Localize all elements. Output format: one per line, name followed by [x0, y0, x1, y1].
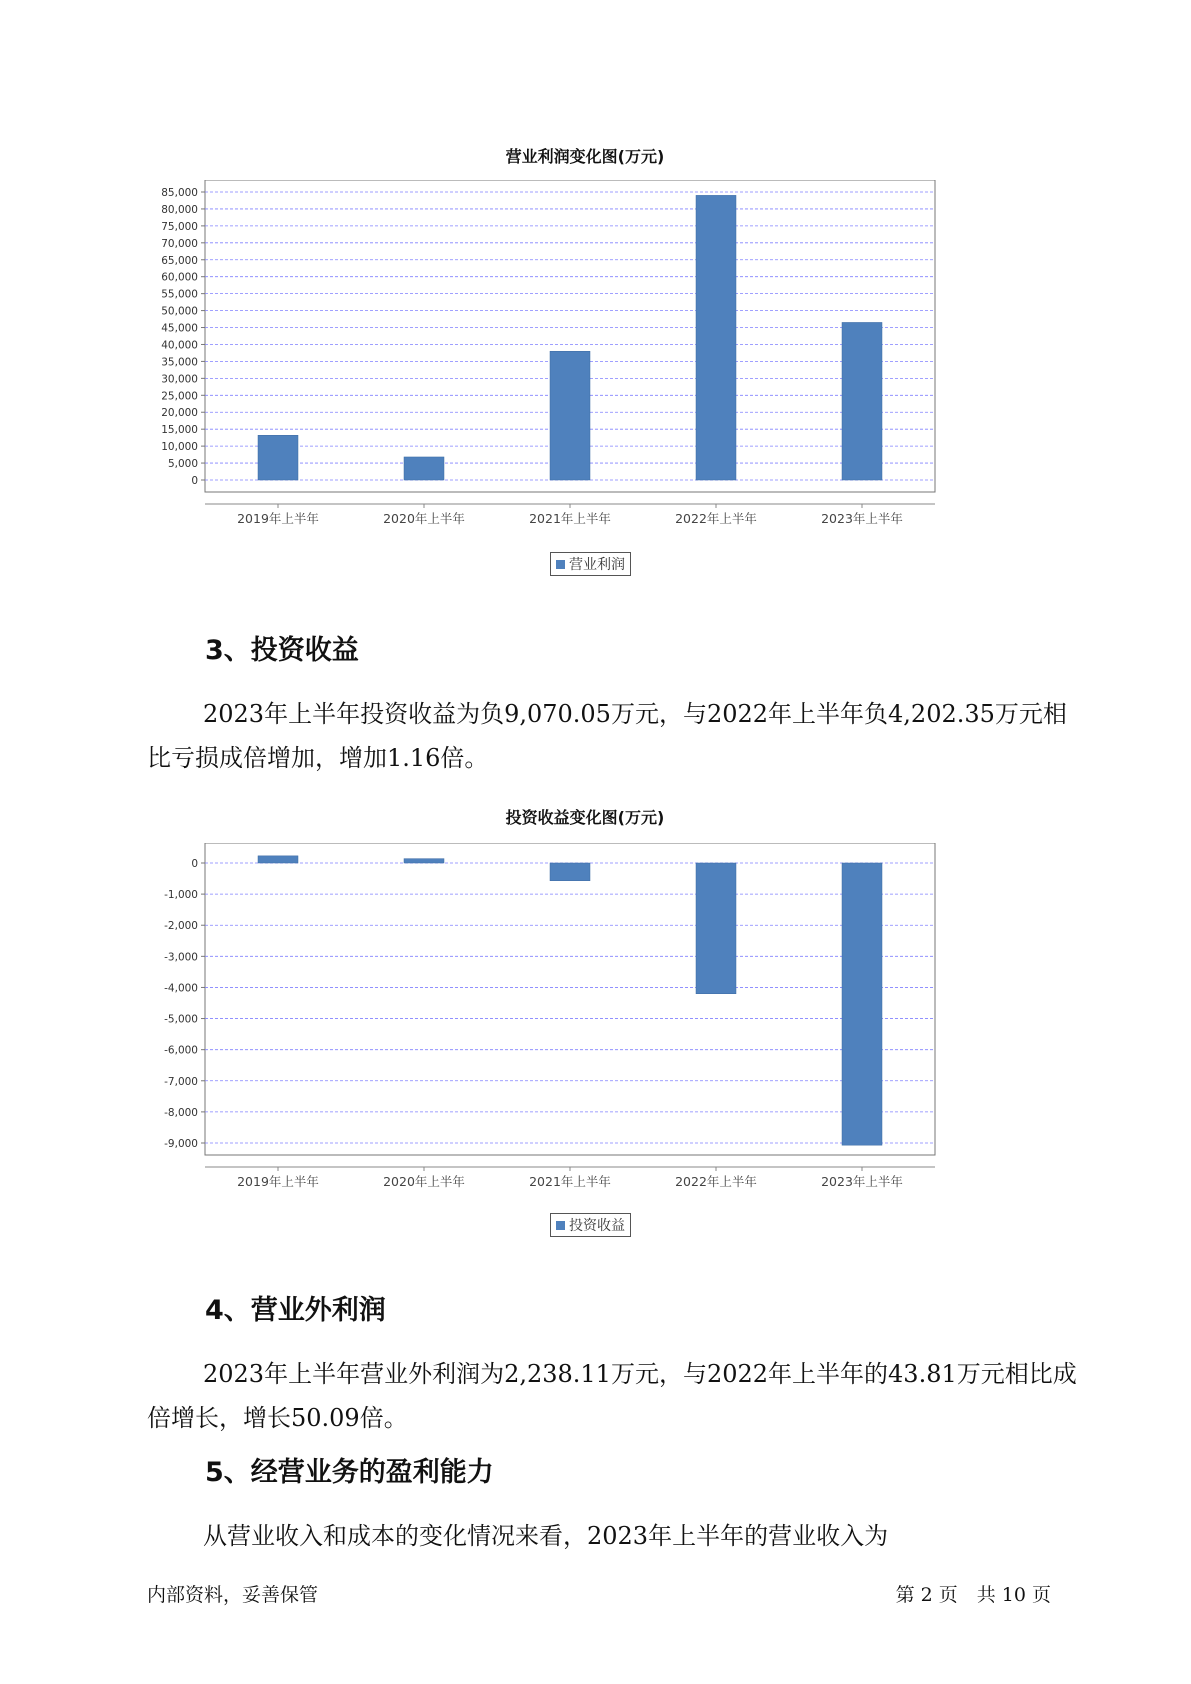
y-tick-label: 55,000 [161, 288, 198, 301]
x-tick-label: 2022年上半年 [675, 1174, 757, 1189]
y-tick-label: 35,000 [161, 356, 198, 369]
x-tick-label: 2023年上半年 [821, 511, 903, 526]
x-tick-label: 2019年上半年 [237, 1174, 319, 1189]
section-paragraph-investment-income [147, 692, 1077, 780]
page-number: 第 2 页 共 10 页 [895, 1584, 1051, 1606]
footer-note: 内部资料，妥善保管 [147, 1584, 319, 1606]
operating-profit-plot [150, 180, 1020, 580]
bar [258, 856, 298, 863]
legend-label: 营业利润 [569, 557, 625, 573]
y-tick-label: 20,000 [161, 407, 198, 420]
bar [842, 322, 882, 480]
y-tick-label: 70,000 [161, 237, 198, 250]
y-tick-label: 10,000 [161, 441, 198, 454]
paragraph-text: 2023年上半年投资收益为负9,070.05万元，与2022年上半年负4,202.35万元相比亏损成倍增加，增加1.16倍。 [147, 700, 1067, 772]
section-paragraph-non-operating-profit [147, 1352, 1077, 1440]
legend-swatch [556, 1221, 565, 1230]
section-heading-investment-income: 3、投资收益 [205, 635, 359, 666]
chart-title: 营业利润变化图(万元) [505, 147, 665, 166]
bar [550, 863, 590, 881]
paragraph-text: 2023年上半年营业外利润为2,238.11万元，与2022年上半年的43.81万元相比成倍增长，增长50.09倍。 [147, 1360, 1077, 1432]
x-tick-label: 2022年上半年 [675, 511, 757, 526]
plot-frame [205, 843, 935, 1155]
y-tick-label: 30,000 [161, 373, 198, 386]
y-tick-label: 65,000 [161, 254, 198, 267]
y-tick-label: -5,000 [164, 1013, 198, 1026]
y-tick-label: 15,000 [161, 424, 198, 437]
y-tick-label: 60,000 [161, 271, 198, 284]
y-tick-label: 50,000 [161, 305, 198, 318]
y-tick-label: -7,000 [164, 1075, 198, 1088]
legend-swatch [556, 560, 565, 569]
x-tick-label: 2021年上半年 [529, 1174, 611, 1189]
x-tick-label: 2019年上半年 [237, 511, 319, 526]
y-tick-label: 75,000 [161, 220, 198, 233]
x-tick-label: 2020年上半年 [383, 1174, 465, 1189]
bar [258, 435, 298, 480]
bar [696, 863, 736, 994]
y-tick-label: -9,000 [164, 1138, 198, 1150]
x-tick-label: 2023年上半年 [821, 1174, 903, 1189]
bar [404, 859, 444, 863]
y-tick-label: 45,000 [161, 322, 198, 335]
bar [842, 863, 882, 1145]
y-tick-label: -2,000 [164, 920, 198, 933]
bar [696, 195, 736, 480]
y-tick-label: -3,000 [164, 951, 198, 964]
chart-legend [550, 552, 631, 576]
paragraph-text: 从营业收入和成本的变化情况来看，2023年上半年的营业收入为 [203, 1522, 889, 1550]
section-paragraph-profitability [147, 1514, 1077, 1558]
y-tick-label: 40,000 [161, 339, 198, 352]
y-tick-label: -1,000 [164, 889, 198, 902]
investment-income-chart [150, 805, 1020, 1245]
chart-title: 投资收益变化图(万元) [505, 808, 665, 827]
y-tick-label: -6,000 [164, 1044, 198, 1057]
y-tick-label: -8,000 [164, 1106, 198, 1119]
y-tick-label: 85,000 [161, 187, 198, 199]
y-tick-label: 5,000 [167, 458, 198, 471]
x-tick-label: 2021年上半年 [529, 511, 611, 526]
section-heading-profitability: 5、经营业务的盈利能力 [205, 1457, 494, 1488]
y-tick-label: 80,000 [161, 203, 198, 216]
section-heading-non-operating-profit: 4、营业外利润 [205, 1295, 386, 1326]
chart-legend [550, 1213, 631, 1237]
bar [550, 351, 590, 480]
operating-profit-chart [150, 140, 1020, 580]
y-tick-label: 0 [191, 858, 198, 870]
y-tick-label: 25,000 [161, 390, 198, 403]
x-tick-label: 2020年上半年 [383, 511, 465, 526]
investment-income-plot [150, 843, 1020, 1243]
y-tick-label: 0 [191, 475, 198, 487]
legend-label: 投资收益 [569, 1218, 625, 1234]
bar [404, 457, 444, 480]
y-tick-label: -4,000 [164, 982, 198, 995]
